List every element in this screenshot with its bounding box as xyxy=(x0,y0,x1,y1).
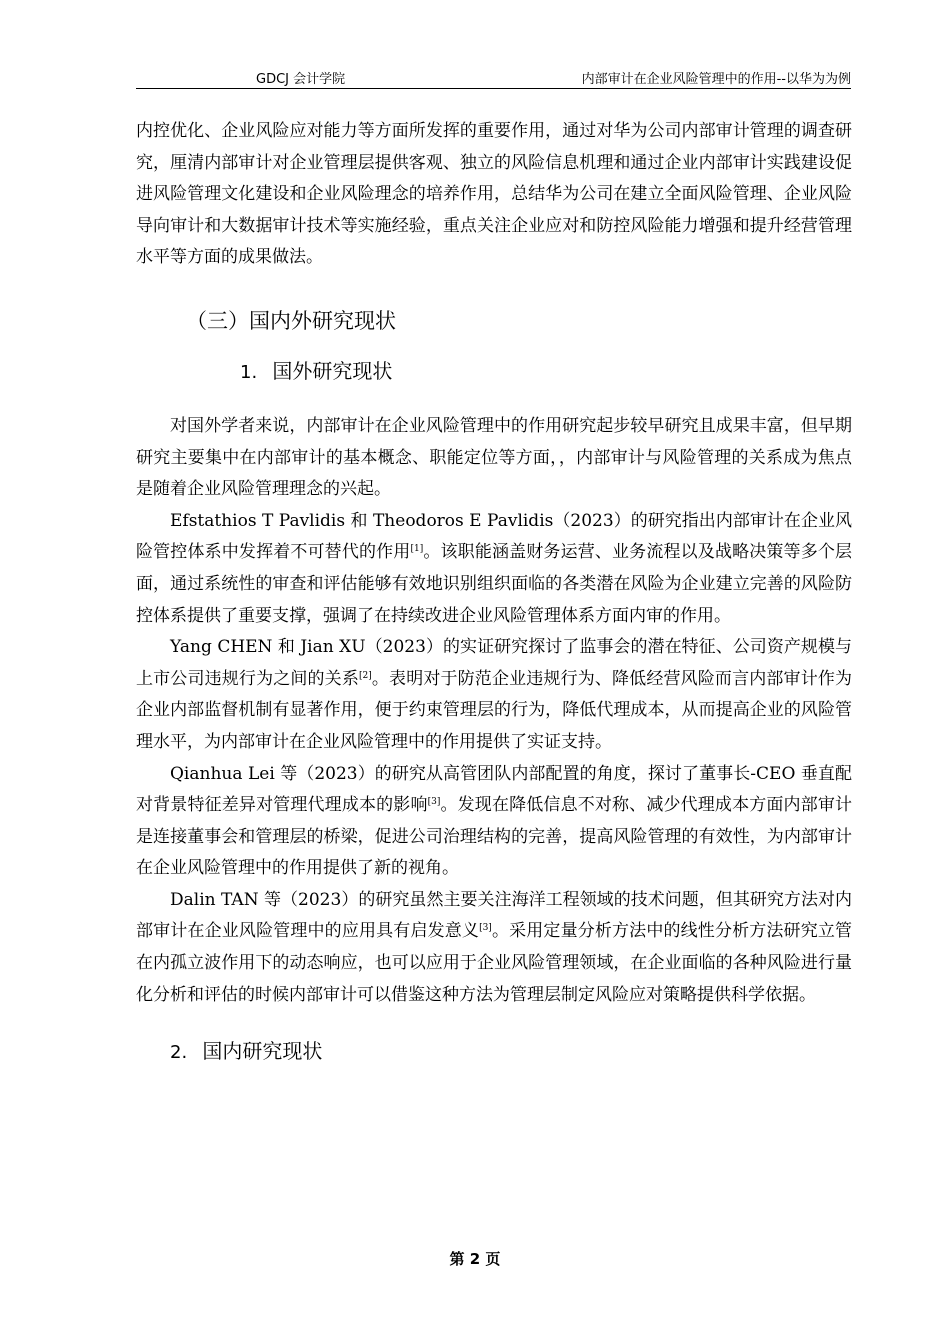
subsection-heading-domestic xyxy=(136,1036,852,1066)
body-paragraph: 对国外学者来说，内部审计在企业风险管理中的作用研究起步较早研究且成果丰富，但早期研究主要集中在内部审计的基本概念、职能定位等方面，，内部审计与风险管理的关系成为焦点是随着企业风险管理理念的兴起。 xyxy=(136,415,852,500)
header-right-title: 内部审计在企业风险管理中的作用--以华为为例 xyxy=(581,72,851,87)
body-paragraph xyxy=(136,885,852,1011)
subsection-number: 1. xyxy=(240,361,258,383)
header-left-label: GDCJ 会计学院 xyxy=(256,72,346,87)
section-heading: （三）国内外研究现状 xyxy=(186,308,396,333)
paragraph-text: 。采用定量分析方法中的线性分析方法研究立管在内孤立波作用下的动态响应，也可以应用于企业风险管理领域，在企业面临的各种风险进行量化分析和评估的时候内部审计可以借鉴这种方法为管理层制定风险应对策略提供科学依据。 xyxy=(136,921,853,1005)
paragraph-text: 。发现在降低信息不对称、减少代理成本方面内部审计是连接董事会和管理层的桥梁，促进公司治理结构的完善，提高风险管理的有效性，为内部审计在企业风险管理中的作用提供了新的视角。 xyxy=(136,795,853,879)
body-paragraph: 内控优化、企业风险应对能力等方面所发挥的重要作用，通过对华为公司内部审计管理的调查研究，厘清内部审计对企业管理层提供客观、独立的风险信息机理和通过企业内部审计实践建设促进风险管理文化建设和企业风险理念的培养作用，总结华为公司在建立全面风险管理、企业风险导向审计和大数据审计技术等实施经验，重点关注企业应对和防控风险能力增强和提升经营管理水平等方面的成果做法。 xyxy=(136,121,852,268)
body-paragraph xyxy=(136,632,852,758)
citation-ref[interactable]: [2] xyxy=(358,670,372,681)
body-paragraph xyxy=(136,759,852,885)
page-body xyxy=(136,116,852,1066)
page-header xyxy=(136,60,851,89)
paragraph-text: 。该职能涵盖财务运营、业务流程以及战略决策等多个层面，通过系统性的审查和评估能够有效地识别组织面临的各类潜在风险为企业建立完善的风险防控体系提供了重要支撑，强调了在持续改进企业风险管理体系方面内审的作用。 xyxy=(136,542,853,626)
subsection-title: 国内研究现状 xyxy=(202,1039,323,1064)
citation-ref[interactable]: [1] xyxy=(410,544,424,555)
body-paragraph xyxy=(136,506,852,632)
paragraph-text: Yang CHEN 和 Jian XU（2023）的实证研究探讨了监事会的潜在特征、公司资产规模与上市公司违规行为之间的关系 xyxy=(136,637,852,689)
paragraph-text: Dalin TAN 等（2023）的研究虽然主要关注海洋工程领域的技术问题，但其研究方法对内部审计在企业风险管理中的应用具有启发意义 xyxy=(136,889,852,942)
citation-ref[interactable]: [3] xyxy=(427,797,441,808)
citation-ref[interactable]: [3] xyxy=(479,923,492,934)
subsection-title: 国外研究现状 xyxy=(272,358,393,383)
subsection-heading-foreign xyxy=(136,356,852,386)
paragraph-text: Efstathios T Pavlidis 和 Theodoros E Pavlidis（2023）的研究指出内部审计在企业风险管控体系中发挥着不可替代的作用 xyxy=(136,510,852,563)
paragraph-text: 。表明对于防范企业违规行为、降低经营风险而言内部审计作为企业内部监督机制有显著作用，便于约束管理层的行为，降低代理成本，从而提高企业的风险管理水平，为内部审计在企业风险管理中的作用提供了实证支持。 xyxy=(136,668,853,752)
subsection-number: 2. xyxy=(170,1042,188,1064)
paragraph-text: Qianhua Lei 等（2023）的研究从高管团队内部配置的角度，探讨了董事长-CEO 垂直配对背景特征差异对管理代理成本的影响 xyxy=(136,763,852,816)
page-number: 第 2 页 xyxy=(449,1250,501,1268)
